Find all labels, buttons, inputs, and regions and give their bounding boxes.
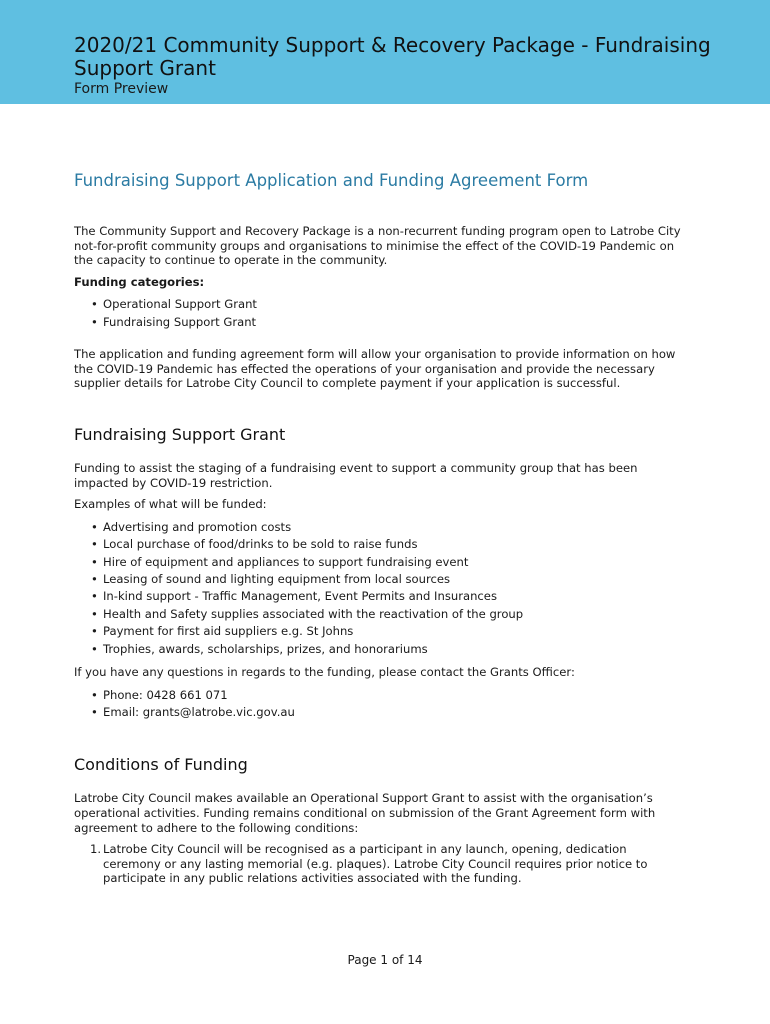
page-title: 2020/21 Community Support & Recovery Package - Fundraising Support Grant	[74, 33, 711, 80]
page-subtitle: Form Preview	[74, 81, 169, 97]
contact-list	[74, 687, 684, 722]
contact-label: If you have any questions in regards to the funding, please contact the Grants Officer:	[74, 665, 575, 679]
list-item: • Trophies, awards, scholarships, prizes, and honorariums	[74, 641, 684, 658]
categories-label: Funding categories:	[74, 274, 205, 289]
page-number: Page 1 of 14	[347, 953, 423, 967]
list-item: • Leasing of sound and lighting equipment from local sources	[74, 571, 684, 588]
list-item: • Local purchase of food/drinks to be sold to raise funds	[74, 536, 684, 553]
list-item: • Advertising and promotion costs	[74, 519, 684, 536]
form-title: Fundraising Support Application and Funding Agreement Form	[74, 171, 589, 190]
condition-number: 1.	[90, 842, 102, 857]
list-item: • Fundraising Support Grant	[74, 314, 684, 331]
page-header	[0, 0, 770, 104]
categories-list	[74, 296, 684, 331]
intro-paragraph-2: The application and funding agreement form will allow your organisation to provide information on how the COVID-19 Pandemic has effected the operations of your organisation and provide the necessary supplier details for Latrobe City Council to complete payment if your application is successful.	[74, 347, 676, 391]
list-item: • Payment for first aid suppliers e.g. St Johns	[74, 623, 684, 640]
examples-label: Examples of what will be funded:	[74, 497, 267, 512]
intro-paragraph: The Community Support and Recovery Package is a non-recurrent funding program open to Latrobe City not-for-profit community groups and organisations to minimise the effect of the COVID-19 Pandemic on the capacity to continue to operate in the community.	[74, 224, 681, 268]
conditions-heading: Conditions of Funding	[74, 755, 248, 775]
conditions-paragraph: Latrobe City Council makes available an Operational Support Grant to assist with the organisation’s operational activities. Funding remains conditional on submission of the Grant Agreement form with agreement to adhere to the following conditions:	[74, 791, 656, 835]
examples-list	[74, 519, 684, 658]
condition-text: Latrobe City Council will be recognised as a participant in any launch, opening, dedication ceremony or any lasting memorial (e.g. plaques). Latrobe City Council requires prior notice to participate in any public relations activities associated with the funding.	[103, 842, 648, 886]
fundraising-paragraph: Funding to assist the staging of a fundraising event to support a community group that has been impacted by COVID-19 restriction.	[74, 460, 638, 490]
email-contact[interactable]: • Email: grants@latrobe.vic.gov.au	[74, 704, 684, 721]
phone-contact: • Phone: 0428 661 071	[74, 687, 684, 704]
condition-item	[74, 842, 684, 886]
list-item: • Operational Support Grant	[74, 296, 684, 313]
list-item: • In-kind support - Traffic Management, Event Permits and Insurances	[74, 588, 684, 605]
list-item: • Health and Safety supplies associated with the reactivation of the group	[74, 606, 684, 623]
form-content	[74, 170, 684, 886]
conditions-list	[74, 842, 684, 886]
fundraising-heading: Fundraising Support Grant	[74, 424, 286, 444]
list-item: • Hire of equipment and appliances to support fundraising event	[74, 554, 684, 571]
